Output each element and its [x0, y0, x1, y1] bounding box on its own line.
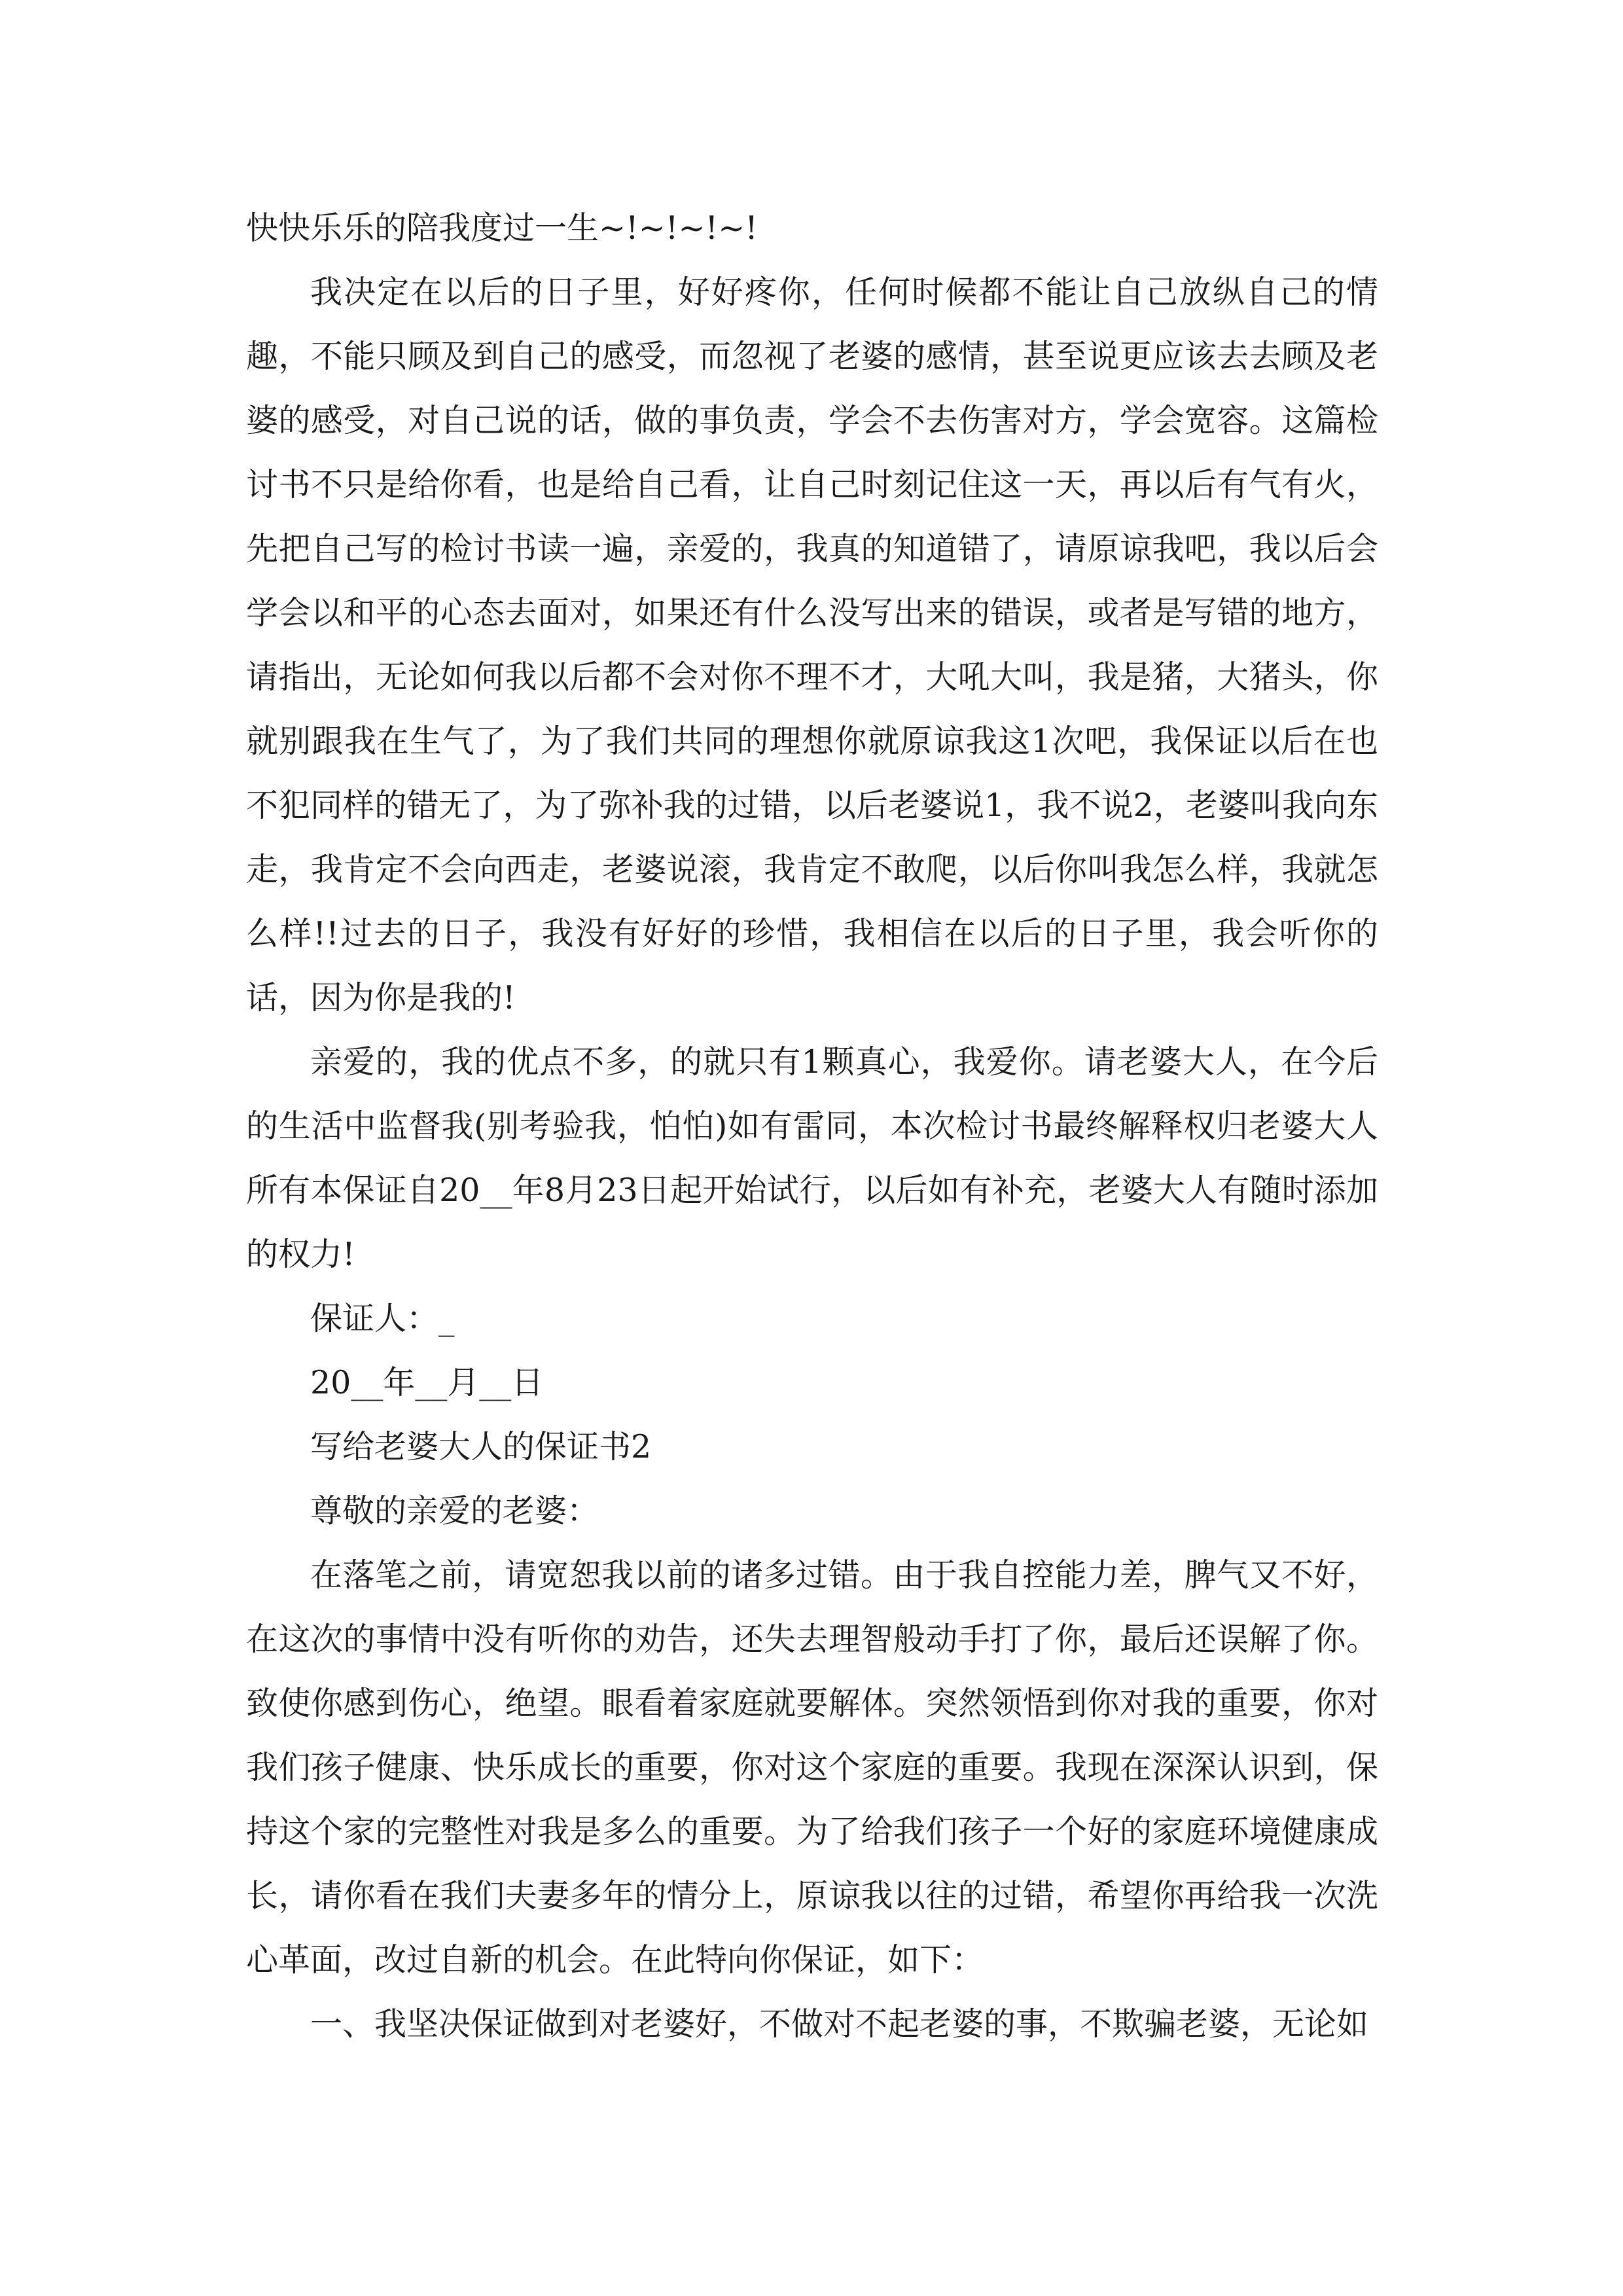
document-body: [246, 196, 1378, 2056]
paragraph-1: 快快乐乐的陪我度过一生~!~!~!~!: [246, 209, 758, 247]
paragraph-3: 亲爱的，我的优点不多，的就只有1颗真心，我爱你。请老婆大人，在今后的生活中监督我(别考验我，怕怕)如有雷同，本次检讨书最终解释权归老婆大人所有本保证自20__年8月23日起开始试行，以后如有补充，老婆大人有随时添加的权力!: [246, 1043, 1378, 1273]
guarantor-line: 保证人：_: [310, 1300, 455, 1337]
paragraph-body-2: 在落笔之前，请宽恕我以前的诸多过错。由于我自控能力差，脾气又不好，在这次的事情中没有听你的劝告，还失去理智般动手打了你，最后还误解了你。致使你感到伤心，绝望。眼看着家庭就要解体。突然领悟到你对我的重要，你对我们孩子健康、快乐成长的重要，你对这个家庭的重要。我现在深深认识到，保持这个家的完整性对我是多么的重要。为了给我们孩子一个好的家庭环境健康成长，请你看在我们夫妻多年的情分上，原谅我以往的过错，希望你再给我一次洗心革面，改过自新的机会。在此特向你保证，如下：: [246, 1556, 1378, 1979]
section-title: 写给老婆大人的保证书2: [310, 1428, 652, 1465]
paragraph-2: 我决定在以后的日子里，好好疼你，任何时候都不能让自己放纵自己的情趣，不能只顾及到自己的感受，而忽视了老婆的感情，甚至说更应该去去顾及老婆的感受，对自己说的话，做的事负责，学会不去伤害对方，学会宽容。这篇检讨书不只是给你看，也是给自己看，让自己时刻记住这一天，再以后有气有火，先把自己写的检讨书读一遍，亲爱的，我真的知道错了，请原谅我吧，我以后会学会以和平的心态去面对，如果还有什么没写出来的错误，或者是写错的地方，请指出，无论如何我以后都不会对你不理不才，大吼大叫，我是猪，大猪头，你就别跟我在生气了，为了我们共同的理想你就原谅我这1次吧，我保证以后在也不犯同样的错无了，为了弥补我的过错，以后老婆说1，我不说2，老婆叫我向东走，我肯定不会向西走，老婆说滚，我肯定不敢爬，以后你叫我怎么样，我就怎么样!!过去的日子，我没有好好的珍惜，我相信在以后的日子里，我会听你的话，因为你是我的!: [246, 274, 1378, 1016]
date-line: 20__年__月__日: [310, 1364, 544, 1401]
pledge-item-1: 一、我坚决保证做到对老婆好，不做对不起老婆的事，不欺骗老婆，无论如: [310, 2005, 1369, 2043]
salutation: 尊敬的亲爱的老婆：: [310, 1492, 599, 1530]
